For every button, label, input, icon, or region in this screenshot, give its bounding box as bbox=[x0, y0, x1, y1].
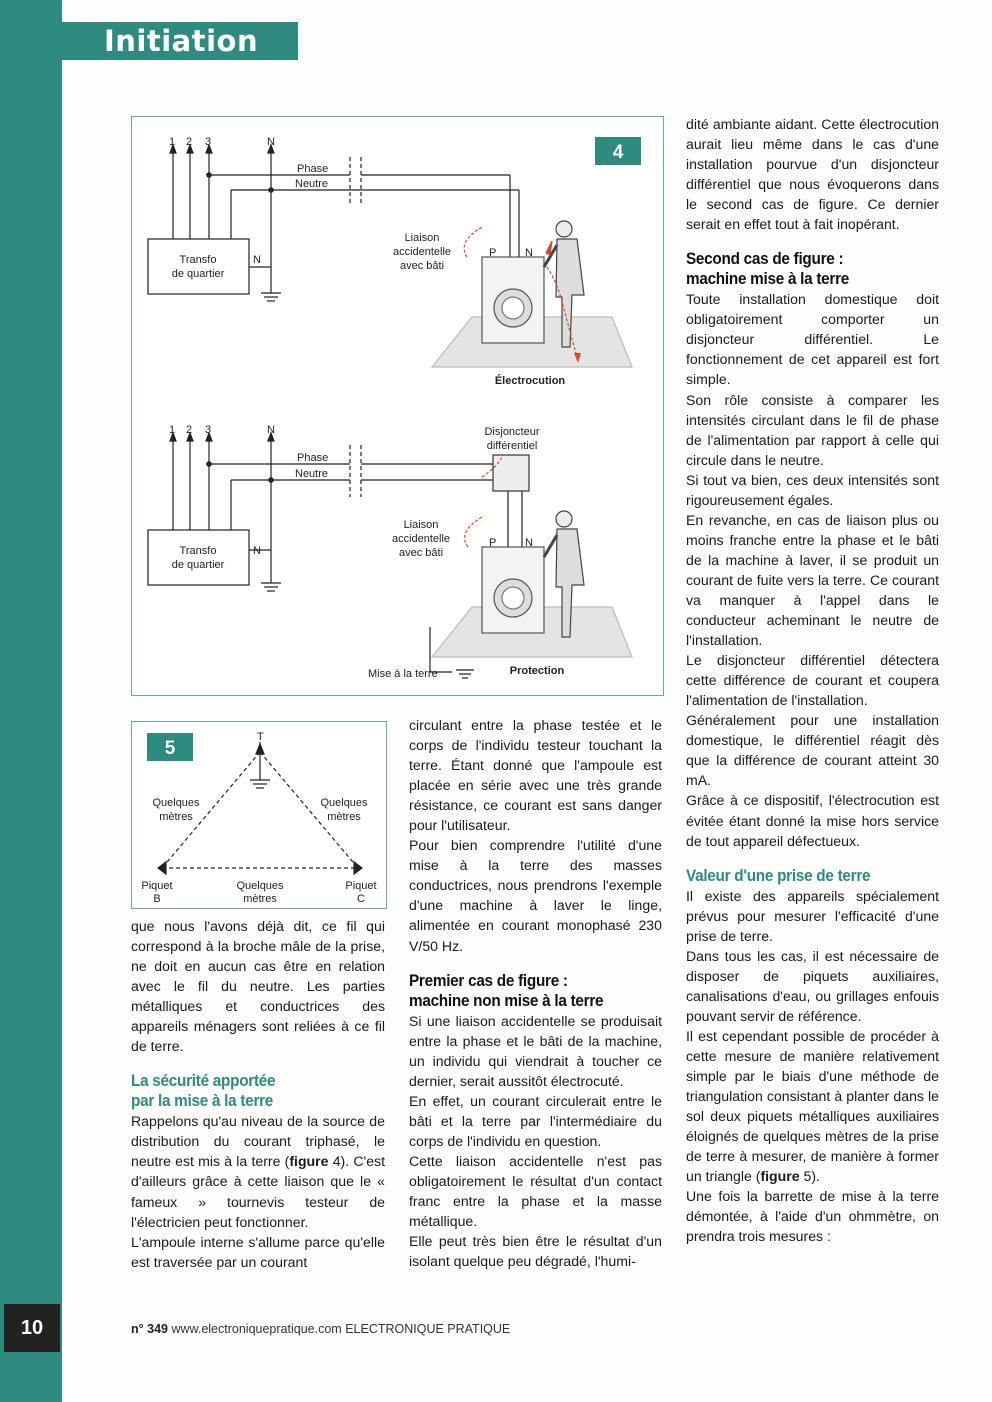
svg-text:Neutre: Neutre bbox=[295, 178, 329, 190]
paragraph: Grâce à ce dispositif, l'électrocution est évitée étant donné la mise hors service de tout appareil défectueux. bbox=[686, 792, 939, 849]
paragraph: Cette liaison accidentelle n'est pas obligatoirement le résultat d'un contact franc entre la phase et la masse métallique. bbox=[409, 1152, 662, 1230]
paragraph: Dans tous les cas, il est nécessaire de disposer de piquets auxiliaires, canalisations d'eau, ou grillages enfouis pouvant servir de référence. bbox=[686, 947, 939, 1024]
column-2 bbox=[409, 715, 662, 1271]
section-heading: Second cas de figure : bbox=[686, 249, 844, 269]
svg-text:mètres: mètres bbox=[327, 811, 361, 823]
paragraph: dité ambiante aidant. Cette électrocution aurait lieu même dans le cas d'une installation pourvue d'un disjoncteur différentiel que nous évoquerons dans le second cas de figure. Ce dernier serait en effet tout à fait inopérant. bbox=[686, 116, 939, 233]
svg-text:Liaison: Liaison bbox=[404, 232, 440, 244]
svg-text:Liaison: Liaison bbox=[403, 519, 439, 531]
section-heading: machine mise à la terre bbox=[686, 269, 850, 289]
paragraph: Une fois la barrette de mise à la terre démontée, à l'aide d'un ohmmètre, on prendra trois mesures : bbox=[686, 1188, 939, 1245]
svg-text:1: 1 bbox=[169, 136, 176, 148]
svg-text:mètres: mètres bbox=[243, 893, 277, 905]
svg-text:B: B bbox=[153, 893, 161, 905]
svg-text:de quartier: de quartier bbox=[171, 268, 225, 280]
column-1 bbox=[131, 916, 385, 1272]
paragraph: L'ampoule interne s'allume parce qu'elle est traversée par un courant bbox=[131, 1233, 385, 1270]
section-heading: par la mise à la terre bbox=[131, 1091, 274, 1111]
svg-text:Électrocution: Électrocution bbox=[494, 375, 566, 387]
diagram-electrocution bbox=[148, 145, 632, 367]
section-heading: machine non mise à la terre bbox=[409, 990, 604, 1010]
diagram-protection bbox=[148, 433, 632, 678]
svg-text:C: C bbox=[357, 893, 365, 905]
svg-text:N: N bbox=[253, 254, 261, 266]
paragraph: circulant entre la phase testée et le corps de l'individu testeur touchant la terre. Étant donné que l'ampoule est placée en série avec une très grande résistance, ce courant est sans danger pour l'utilisateur. bbox=[409, 717, 662, 834]
paragraph: Son rôle consiste à comparer les intensités circulant dans le fil de phase de l'alimentation par rapport à celle qui circule dans le neutre. bbox=[686, 391, 939, 468]
svg-text:3: 3 bbox=[205, 424, 212, 436]
svg-text:Phase: Phase bbox=[297, 452, 329, 464]
svg-text:3: 3 bbox=[205, 136, 212, 148]
svg-text:avec bâti: avec bâti bbox=[398, 547, 444, 559]
svg-text:N: N bbox=[525, 537, 533, 549]
paragraph: Rappelons qu'au niveau de la source de distribution du courant triphasé, le neutre est mis à la terre (figure 4). C'est d'ailleurs grâce à cette liaison que le « fameux » tournevis testeur de l'électricien peut fonctionner. bbox=[131, 1113, 386, 1230]
paragraph: que nous l'avons déjà dit, ce fil qui correspond à la broche mâle de la prise, ne doit en aucun cas être en relation avec le fil du neutre. Les parties métalliques et conductrices des appareils ménagers sont reliées à ce fil de terre. bbox=[131, 918, 385, 1055]
section-heading: Valeur d'une prise de terre bbox=[686, 865, 871, 885]
svg-text:5: 5 bbox=[164, 738, 176, 759]
page-number: 10 bbox=[4, 1304, 60, 1352]
svg-text:Phase: Phase bbox=[297, 163, 329, 175]
issue-number: 349 bbox=[147, 1322, 168, 1336]
svg-text:Quelques: Quelques bbox=[236, 880, 284, 892]
paragraph: Pour bien comprendre l'utilité d'une mise à la terre des masses conductrices, nous prendrons l'exemple d'une machine à laver le linge, alimentée en courant monophasé 230 V/50 Hz. bbox=[409, 837, 662, 954]
svg-text:Protection: Protection bbox=[509, 665, 565, 677]
paragraph: Le disjoncteur différentiel détectera cette différence de courant et coupera l'alimentation de l'installation. bbox=[686, 652, 939, 709]
section-heading: Premier cas de figure : bbox=[409, 970, 568, 990]
svg-text:2: 2 bbox=[186, 424, 193, 436]
sidebar-band bbox=[0, 0, 62, 1402]
svg-text:accidentelle: accidentelle bbox=[392, 246, 452, 258]
section-heading: La sécurité apportée bbox=[131, 1071, 276, 1091]
svg-text:1: 1 bbox=[169, 424, 176, 436]
svg-text:T: T bbox=[257, 731, 264, 743]
paragraph: Si tout va bien, ces deux intensités sont rigoureusement égales. bbox=[686, 471, 939, 508]
paragraph: Généralement pour une installation domestique, le différentiel réagit dès que la différence de courant atteint 30 mA. bbox=[686, 712, 939, 789]
svg-text:P: P bbox=[489, 247, 497, 259]
paragraph: En revanche, en cas de liaison plus ou moins franche entre la phase et le bâti de la machine à laver, il se produit un courant de fuite vers la terre. Ce courant va manquer à l'appel dans le conducteur acheminant le neutre de l'installation. bbox=[686, 511, 939, 649]
svg-text:N: N bbox=[267, 424, 275, 436]
paragraph: En effet, un courant circulerait entre le bâti et la terre par l'intermédiaire du corps de l'individu en question. bbox=[409, 1092, 662, 1149]
magazine-name: ELECTRONIQUE PRATIQUE bbox=[345, 1322, 511, 1336]
svg-text:différentiel: différentiel bbox=[486, 440, 538, 452]
svg-text:Transfo: Transfo bbox=[179, 545, 217, 557]
column-3 bbox=[686, 114, 939, 1246]
site-url: www.electroniquepratique.com bbox=[171, 1322, 342, 1336]
footer bbox=[131, 1322, 510, 1336]
paragraph: Il existe des appareils spécialement prévus pour mesurer l'efficacité d'une prise de terre. bbox=[686, 887, 939, 944]
svg-text:Disjoncteur: Disjoncteur bbox=[484, 426, 540, 438]
paragraph: Il est cependant possible de procéder à cette mesure de manière relativement simple par le biais d'une méthode de triangulation consistant à planter dans le sol deux piquets métalliques auxiliaires éloignés de quelques mètres de la prise de terre à mesurer, de manière à former un triangle (figure 5). bbox=[686, 1027, 939, 1185]
svg-text:accidentelle: accidentelle bbox=[391, 533, 451, 545]
svg-text:Quelques: Quelques bbox=[152, 797, 200, 809]
figure-5 bbox=[131, 721, 387, 909]
paragraph: Si une liaison accidentelle se produisait entre la phase et le bâti de la machine, un individu qui viendrait à toucher ce dernier, serait aussitôt électrocuté. bbox=[409, 1012, 662, 1089]
svg-text:Neutre: Neutre bbox=[295, 468, 329, 480]
svg-text:Piquet: Piquet bbox=[141, 880, 173, 892]
svg-text:N: N bbox=[253, 545, 261, 557]
svg-text:2: 2 bbox=[186, 136, 193, 148]
figure-4 bbox=[131, 116, 664, 696]
svg-text:avec bâti: avec bâti bbox=[399, 260, 445, 272]
issue-prefix: n° bbox=[131, 1322, 144, 1336]
svg-text:N: N bbox=[525, 247, 533, 259]
section-title: Initiation bbox=[104, 24, 259, 58]
svg-text:Piquet: Piquet bbox=[345, 880, 377, 892]
svg-text:Quelques: Quelques bbox=[320, 797, 368, 809]
paragraph: Toute installation domestique doit obligatoirement comporter un disjoncteur différentiel. Le fonctionnement de cet appareil est fort simple. bbox=[686, 291, 939, 388]
svg-text:N: N bbox=[267, 136, 275, 148]
svg-text:Transfo: Transfo bbox=[179, 254, 217, 266]
svg-text:4: 4 bbox=[612, 142, 624, 163]
svg-text:de quartier: de quartier bbox=[171, 559, 225, 571]
svg-text:mètres: mètres bbox=[159, 811, 193, 823]
svg-text:P: P bbox=[489, 537, 497, 549]
svg-text:Mise à la terre: Mise à la terre bbox=[368, 668, 438, 680]
paragraph: Elle peut très bien être le résultat d'un isolant quelque peu dégradé, l'humi- bbox=[409, 1233, 662, 1270]
